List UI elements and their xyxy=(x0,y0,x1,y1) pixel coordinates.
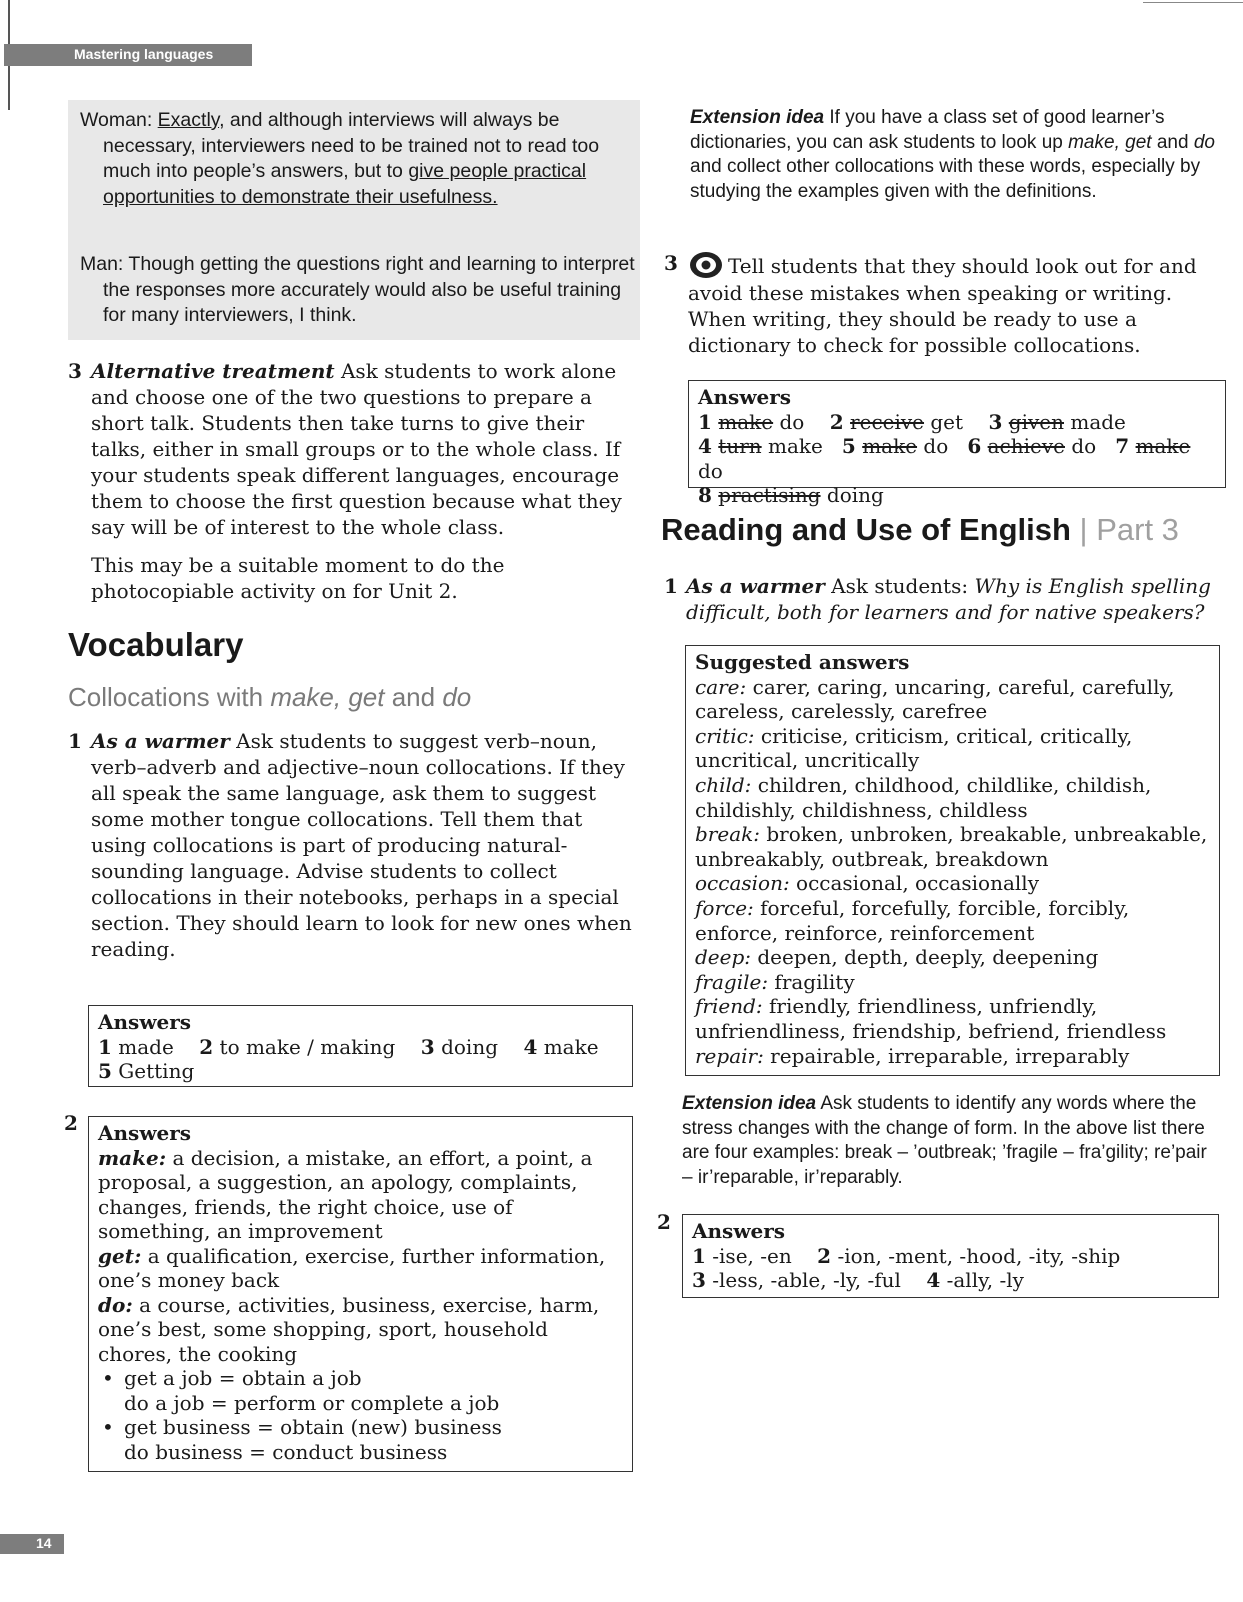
correct-word: doing xyxy=(820,483,884,507)
answer-text: -ally, -ly xyxy=(940,1268,1024,1292)
answers-line xyxy=(698,410,1216,435)
suggested-row xyxy=(695,675,1210,724)
root-word: occasion: xyxy=(695,871,790,896)
extension-lead: Extension idea xyxy=(690,107,825,128)
reading-heading-main: Reading and Use of English xyxy=(661,512,1071,547)
extension-idea-1 xyxy=(690,106,1215,204)
struck-word: achieve xyxy=(987,434,1065,458)
suggested-row xyxy=(695,822,1210,871)
answer-number: 3 xyxy=(988,409,1003,434)
item-text: Ask students: xyxy=(824,574,975,598)
dialogue-man xyxy=(80,252,648,329)
answer-text: -ion, -ment, -hood, -ity, -ship xyxy=(831,1243,1121,1268)
extension-lead: Extension idea xyxy=(682,1093,817,1114)
reading-heading-sep: | xyxy=(1070,512,1097,547)
item-number: 2 xyxy=(64,1111,78,1135)
item-text: Ask students to suggest verb–noun, verb–adverb and adjective–noun collocations. If they all speak the same language, ask them to suggest some mother tongue collocations. Tell them that using collocations is part of producing natural-sounding language. Advise students to collect collocations in their notebooks, perhaps in a special section. They should learn to look for new ones when reading. xyxy=(91,729,632,961)
answer-number: 4 xyxy=(926,1268,941,1292)
label-make: make: xyxy=(98,1145,167,1170)
suggested-row xyxy=(695,945,1210,970)
item-number: 1 xyxy=(664,574,678,598)
derived-words: fragility xyxy=(768,969,855,994)
answer-text: Getting xyxy=(111,1059,195,1083)
item-text: Ask students to work alone and choose one of the two questions to prepare a short talk. Students then take turns to give their talks, either in small groups or to the whole class. If your students speak different languages, encourage them to choose the first question because what they say will be of interest to the whole class. xyxy=(91,359,622,539)
derived-words: carer, caring, uncaring, careful, carefully, careless, carelessly, carefree xyxy=(695,674,1175,724)
answer-number: 3 xyxy=(692,1268,706,1292)
sub-pre: Collocations with xyxy=(68,682,271,712)
answers-box-3 xyxy=(688,380,1226,507)
make-collocations xyxy=(98,1146,623,1244)
correct-word: made xyxy=(1064,409,1126,434)
struck-word: given xyxy=(1008,409,1064,434)
collocations-subheading xyxy=(68,682,471,713)
answers-heading: Answers xyxy=(698,385,792,409)
bullet-line: get a job = obtain a job xyxy=(124,1366,362,1390)
do-collocations xyxy=(98,1293,623,1367)
answer-text: made xyxy=(111,1034,174,1059)
derived-words: children, childhood, childlike, childish, childishly, childishness, childless xyxy=(695,772,1152,822)
root-word: care: xyxy=(695,674,747,699)
root-word: friend: xyxy=(695,994,763,1019)
speaker-man: Man: xyxy=(80,253,124,275)
derived-words: friendly, friendliness, unfriendly, unfriendliness, friendship, befriend, friendless xyxy=(695,994,1167,1043)
reading-heading-part: Part 3 xyxy=(1096,512,1179,547)
dialogue-woman xyxy=(80,108,648,210)
eye-icon xyxy=(688,250,724,280)
section-tab xyxy=(4,44,252,66)
answer-number: 2 xyxy=(817,1243,832,1268)
answers-line xyxy=(692,1244,1209,1269)
ext-text: and collect other collocations with these words, especially by studying the examples given with the definitions. xyxy=(690,156,1201,202)
right-item-3-body xyxy=(664,250,1220,358)
label-get: get: xyxy=(98,1243,142,1268)
correct-word: get xyxy=(924,409,964,434)
answer-number: 4 xyxy=(698,434,712,458)
answer-number: 7 xyxy=(1115,434,1130,458)
root-word: child: xyxy=(695,772,752,797)
answer-number: 5 xyxy=(841,434,856,458)
item-lead: As a warmer xyxy=(91,729,230,753)
derived-words: forceful, forcefully, forcible, forcibly, enforce, reinforce, reinforcement xyxy=(695,895,1130,945)
woman-text: , and although interviews will always be necessary, interviewers need to be trained not to read too much into people’s answers, but to xyxy=(103,109,600,182)
struck-word: make xyxy=(1135,434,1191,458)
answer-number: 1 xyxy=(98,1034,112,1059)
bullet-line: get business = obtain (new) business xyxy=(124,1415,502,1439)
item-lead: As a warmer xyxy=(686,574,825,598)
dialogue-box xyxy=(68,100,640,340)
ext-em: make, get xyxy=(1068,131,1152,153)
ext-em: do xyxy=(1193,131,1215,153)
root-word: fragile: xyxy=(695,969,769,994)
suggested-row xyxy=(695,773,1210,822)
struck-word: make xyxy=(862,434,918,458)
sub-mid: and xyxy=(384,682,443,712)
vocab-item-1 xyxy=(68,728,633,962)
answers-line xyxy=(98,1035,623,1060)
get-text: a qualification, exercise, further information, one’s money back xyxy=(98,1243,606,1292)
get-collocations xyxy=(98,1244,623,1293)
answers-line xyxy=(698,483,1216,508)
vocabulary-heading: Vocabulary xyxy=(68,626,244,663)
vocab-item-1-body xyxy=(68,728,633,962)
answer-text: to make / making xyxy=(213,1034,396,1059)
ext-text: and xyxy=(1151,131,1194,153)
suggested-row xyxy=(695,994,1210,1043)
answers-heading: Answers xyxy=(692,1219,786,1243)
root-word: critic: xyxy=(695,723,755,748)
item-number: 3 xyxy=(68,359,82,383)
photocopiable-note: This may be a suitable moment to do the photocopiable activity on for Unit 2. xyxy=(91,553,505,603)
correct-word: do xyxy=(698,458,723,483)
answers-heading: Answers xyxy=(98,1010,192,1034)
bullet-line: do a job = perform or complete a job xyxy=(124,1390,500,1415)
answer-text: doing xyxy=(434,1034,498,1059)
page-number: 14 xyxy=(36,1535,52,1551)
derived-words: deepen, depth, deeply, deepening xyxy=(751,945,1099,970)
bullet-item xyxy=(98,1366,623,1415)
label-do: do: xyxy=(98,1292,133,1317)
reading-heading xyxy=(661,512,1179,548)
correct-word: do xyxy=(773,409,805,434)
struck-word: make xyxy=(718,409,774,434)
do-text: a course, activities, business, exercise, harm, one’s best, some shopping, sport, household chores, the cooking xyxy=(98,1292,600,1366)
underlined-exactly: Exactly xyxy=(157,109,220,131)
answers-line xyxy=(98,1059,623,1084)
page-number-tab xyxy=(0,1534,64,1554)
root-word: force: xyxy=(695,895,754,920)
struck-word: practising xyxy=(718,483,821,507)
item-number: 3 xyxy=(664,251,678,275)
answers-box-1 xyxy=(88,1005,633,1087)
ext-text: Ask students to identify any words where the stress changes with the change of form. In the above list there are four examples: break – ’outbreak; ’fragile – fra’gility; re’pair – ir’reparable, ir’reparably. xyxy=(682,1093,1207,1188)
bullet-list xyxy=(98,1366,623,1464)
suggested-row xyxy=(695,896,1210,945)
correct-word: make xyxy=(761,434,823,458)
item-3-alternative-treatment xyxy=(68,358,624,540)
answers-line xyxy=(692,1268,1209,1293)
correct-word: do xyxy=(917,434,949,458)
underlined-phrase: give people practical opportunities to demonstrate their usefulness. xyxy=(103,160,587,208)
extension-idea-2 xyxy=(682,1092,1217,1190)
suggested-row xyxy=(695,871,1210,896)
suggested-row xyxy=(695,724,1210,773)
item-number: 1 xyxy=(68,729,82,753)
suggested-answers-box xyxy=(685,645,1220,1076)
item-lead: Alternative treatment xyxy=(91,359,335,383)
answer-number: 1 xyxy=(692,1243,706,1268)
answer-text: make xyxy=(537,1034,599,1059)
answer-number: 2 xyxy=(199,1034,214,1059)
derived-words: occasional, occasionally xyxy=(789,871,1039,896)
answer-number: 6 xyxy=(967,434,982,458)
answer-number: 2 xyxy=(829,409,844,434)
item-3-body xyxy=(68,358,624,540)
answers-box-4 xyxy=(682,1214,1219,1298)
root-word: repair: xyxy=(695,1043,764,1068)
speaker-woman: Woman: xyxy=(80,109,153,131)
derived-words: criticise, criticism, critical, critically, uncritical, uncritically xyxy=(695,723,1133,773)
bullet-item xyxy=(98,1415,623,1464)
suggested-answers-heading: Suggested answers xyxy=(695,650,910,674)
make-text: a decision, a mistake, an effort, a point, a proposal, a suggestion, an apology, complaints, changes, friends, the right choice, use of something, an improvement xyxy=(98,1145,593,1243)
sub-em: make, get xyxy=(270,682,385,712)
suggested-row xyxy=(695,970,1210,995)
reading-item-1-body xyxy=(664,573,1220,625)
top-rule xyxy=(1143,2,1243,3)
answers-box-2 xyxy=(88,1116,633,1472)
item-question: Why is English spelling difficult, both for learners and for native speakers? xyxy=(686,574,1211,624)
struck-word: turn xyxy=(718,434,762,458)
item-text: Tell students that they should look out for and avoid these mistakes when speaking or writing. When writing, they should be ready to use a dictionary to check for possible collocations. xyxy=(688,254,1197,357)
answer-number: 4 xyxy=(523,1034,538,1059)
man-text: Though getting the questions right and learning to interpret the responses more accurately would also be useful training for many interviewers, I think. xyxy=(103,253,635,326)
answer-text: -less, -able, -ly, -ful xyxy=(705,1268,901,1292)
root-word: deep: xyxy=(695,945,752,970)
answer-number: 1 xyxy=(698,409,712,434)
correct-word: do xyxy=(1064,434,1097,458)
derived-words: repairable, irreparable, irreparably xyxy=(763,1043,1130,1068)
struck-word: receive xyxy=(850,409,925,434)
right-item-3 xyxy=(664,250,1220,358)
reading-item-1 xyxy=(664,573,1220,625)
answer-number: 8 xyxy=(698,483,712,507)
derived-words: broken, unbroken, breakable, unbreakable, unbreakably, outbreak, breakdown xyxy=(695,822,1208,871)
answer-number: 5 xyxy=(98,1059,112,1083)
section-tab-label: Mastering languages xyxy=(74,46,214,62)
answers-line xyxy=(698,434,1216,483)
ext-text: If you have a class set of good learner’s dictionaries, you can ask students to look up xyxy=(690,107,1165,153)
item-number: 2 xyxy=(657,1210,671,1234)
answer-number: 3 xyxy=(420,1034,435,1059)
suggested-row xyxy=(695,1044,1210,1069)
bullet-line: do business = conduct business xyxy=(124,1439,448,1464)
answer-text: -ise, -en xyxy=(705,1243,792,1268)
sub-em2: do xyxy=(442,682,472,712)
root-word: break: xyxy=(695,822,760,847)
answers-heading: Answers xyxy=(98,1121,192,1145)
